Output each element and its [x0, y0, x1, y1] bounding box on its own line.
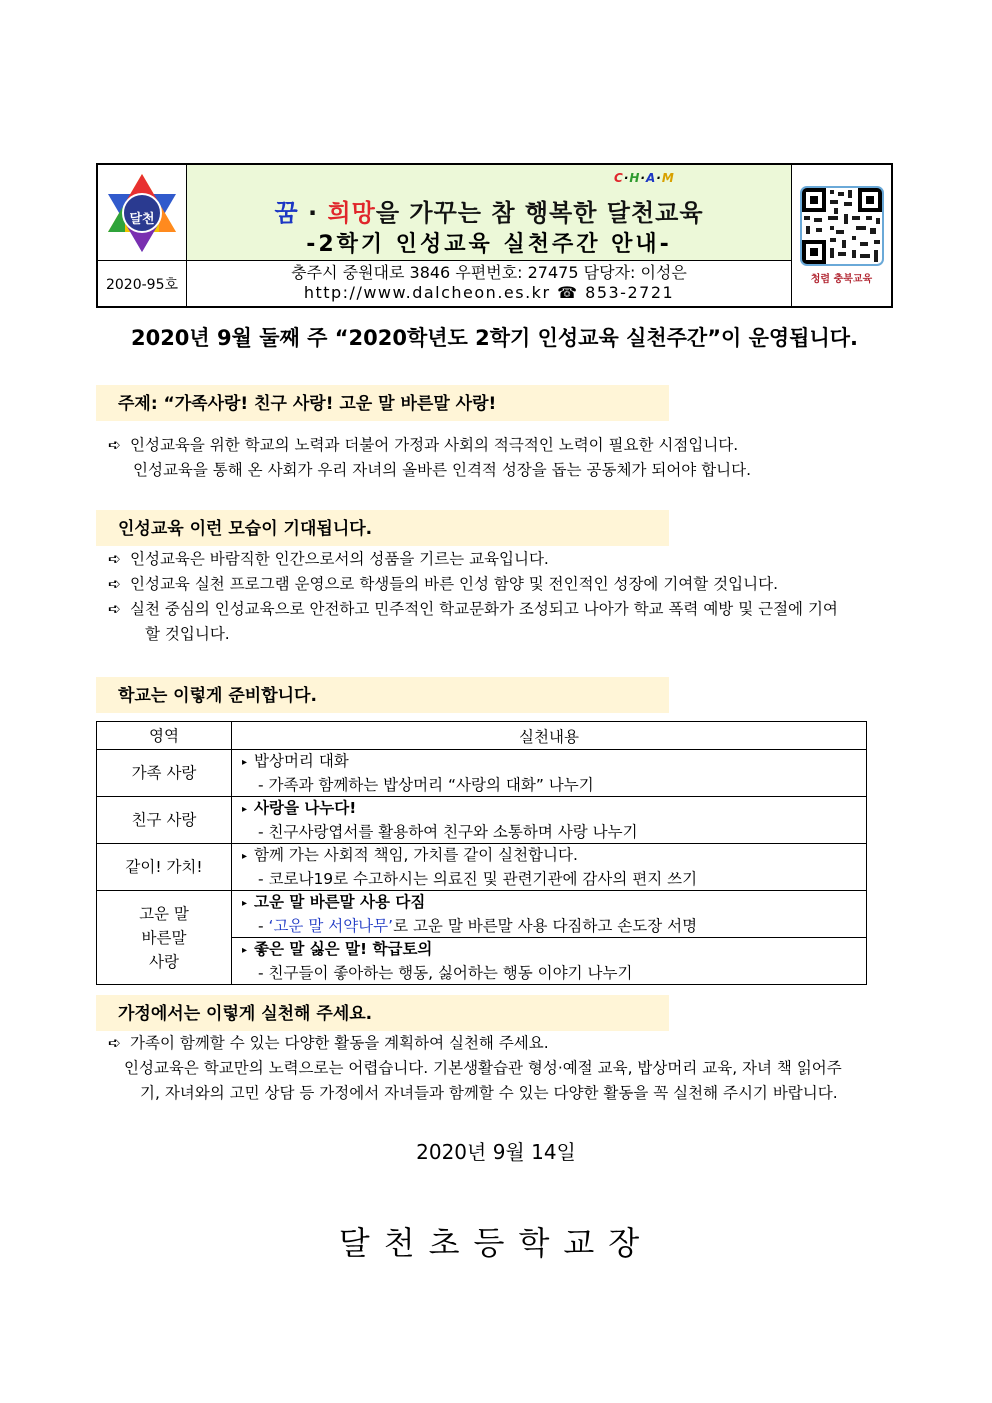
plan-table — [96, 721, 867, 985]
arrow-icon: ➪ — [108, 550, 121, 568]
subtitle: -2학기 인성교육 실천주간 안내- — [306, 232, 672, 257]
school-logo — [98, 165, 187, 261]
cheongnyeom-emblem: 청렴 충북교육 — [810, 274, 873, 285]
star-logo-icon — [102, 170, 182, 256]
qr-area — [792, 165, 891, 306]
expect-heading: 인성교육 이런 모습이 기대됩니다. — [96, 510, 669, 546]
list-item: ➪ 인성교육 실천 프로그램 운영으로 학생들의 바른 인성 함양 및 전인적인 성장에 기여할 것입니다. — [108, 572, 898, 597]
expect-list — [108, 547, 898, 647]
arrow-icon: ➪ — [108, 575, 121, 593]
list-item: ➪ 인성교육은 바람직한 인간으로서의 성품을 기르는 교육입니다. — [108, 547, 898, 572]
table-row: 가족 사랑 ▸ 밥상머리 대화 - 가족과 함께하는 밥상머리 “사랑의 대화” 나누기 — [97, 750, 867, 797]
address-line: 충주시 중원대로 3846 우편번호: 27475 담당자: 이성은 — [291, 263, 687, 282]
home-heading: 가정에서는 이렇게 실천해 주세요. — [96, 995, 669, 1031]
phone-icon: ☎ — [557, 283, 579, 302]
table-row: 친구 사랑 ▸ 사랑을 나누다! - 친구사랑엽서를 활용하여 친구와 소통하며 사랑 나누기 — [97, 797, 867, 844]
qr-code-icon — [800, 186, 884, 266]
home-paragraph: ➪ 가족이 함께할 수 있는 다양한 활동을 계획하여 실천해 주세요. 인성교육은 학교만의 노력으로는 어렵습니다. 기본생활습관 형성·예절 교육, 밥상머리 교육, 자녀 책 읽어주 기, 자녀와의 고민 상담 등 가정에서 자녀들과 함께할 수 있는 다양한 활동을 꼭 실천해 주시기 바랍니다. — [108, 1031, 898, 1106]
arrow-icon: ➪ — [108, 436, 121, 454]
bullet-icon: ▸ — [242, 804, 248, 815]
principal-signature: 달천초등학교장 — [338, 1224, 654, 1262]
theme-paragraph: ➪ 인성교육을 위한 학교의 노력과 더불어 가정과 사회의 적극적인 노력이 필요한 시점입니다. 인성교육을 통해 온 사회가 우리 자녀의 올바른 인격적 성장을 돕는 공동체가 되어야 합니다. — [108, 433, 751, 483]
logo-text: 달천 — [129, 211, 155, 227]
table-row: ▸ 좋은 말 싫은 말! 학급토의 - 친구들이 좋아하는 행동, 싫어하는 행동 이야기 나누기 — [97, 938, 867, 985]
bullet-icon: ▸ — [242, 898, 248, 909]
arrow-icon: ➪ — [108, 1034, 121, 1052]
col-content: 실천내용 — [232, 722, 867, 750]
contact-info — [187, 261, 792, 306]
header-box — [96, 163, 893, 308]
arrow-icon: ➪ — [108, 600, 121, 618]
table-row: 고운 말 바른말 사랑 ▸ 고운 말 바른말 사용 다짐 - ‘고운 말 서약나무’로 고운 말 바른말 사용 다짐하고 손도장 서명 — [97, 891, 867, 938]
table-row: 같이! 가치! ▸ 함께 가는 사회적 책임, 가치를 같이 실천합니다. - 코로나19로 수고하시는 의료진 및 관련기관에 감사의 편지 쓰기 — [97, 844, 867, 891]
list-item: ➪ 실천 중심의 인성교육으로 안전하고 민주적인 학교문화가 조성되고 나아가 학교 폭력 예방 및 근절에 기여 — [108, 597, 898, 622]
bullet-icon: ▸ — [242, 851, 248, 862]
headline: 2020년 9월 둘째 주 “2020학년도 2학기 인성교육 실천주간”이 운영됩니다. — [130, 326, 859, 350]
table-header-row — [97, 722, 867, 750]
school-heading: 학교는 이렇게 준비합니다. — [96, 677, 669, 713]
cham-mark: C·H·A·M — [614, 171, 675, 185]
phone-number: 853-2721 — [585, 283, 675, 302]
theme-heading: 주제: “가족사랑! 친구 사랑! 고운 말 바른말 사랑! — [96, 385, 669, 421]
list-item-continuation: 할 것입니다. — [145, 625, 230, 643]
bullet-icon: ▸ — [242, 757, 248, 768]
website-link[interactable]: http://www.dalcheon.es.kr — [303, 283, 551, 302]
bullet-icon: ▸ — [242, 945, 248, 956]
issue-date: 2020년 9월 14일 — [416, 1140, 576, 1164]
col-area: 영역 — [97, 722, 232, 750]
main-title: 꿈 · 희망을 가꾸는 참 행복한 달천교육 — [274, 199, 704, 227]
title-area — [187, 165, 792, 261]
document-number: 2020-95호 — [98, 261, 187, 306]
